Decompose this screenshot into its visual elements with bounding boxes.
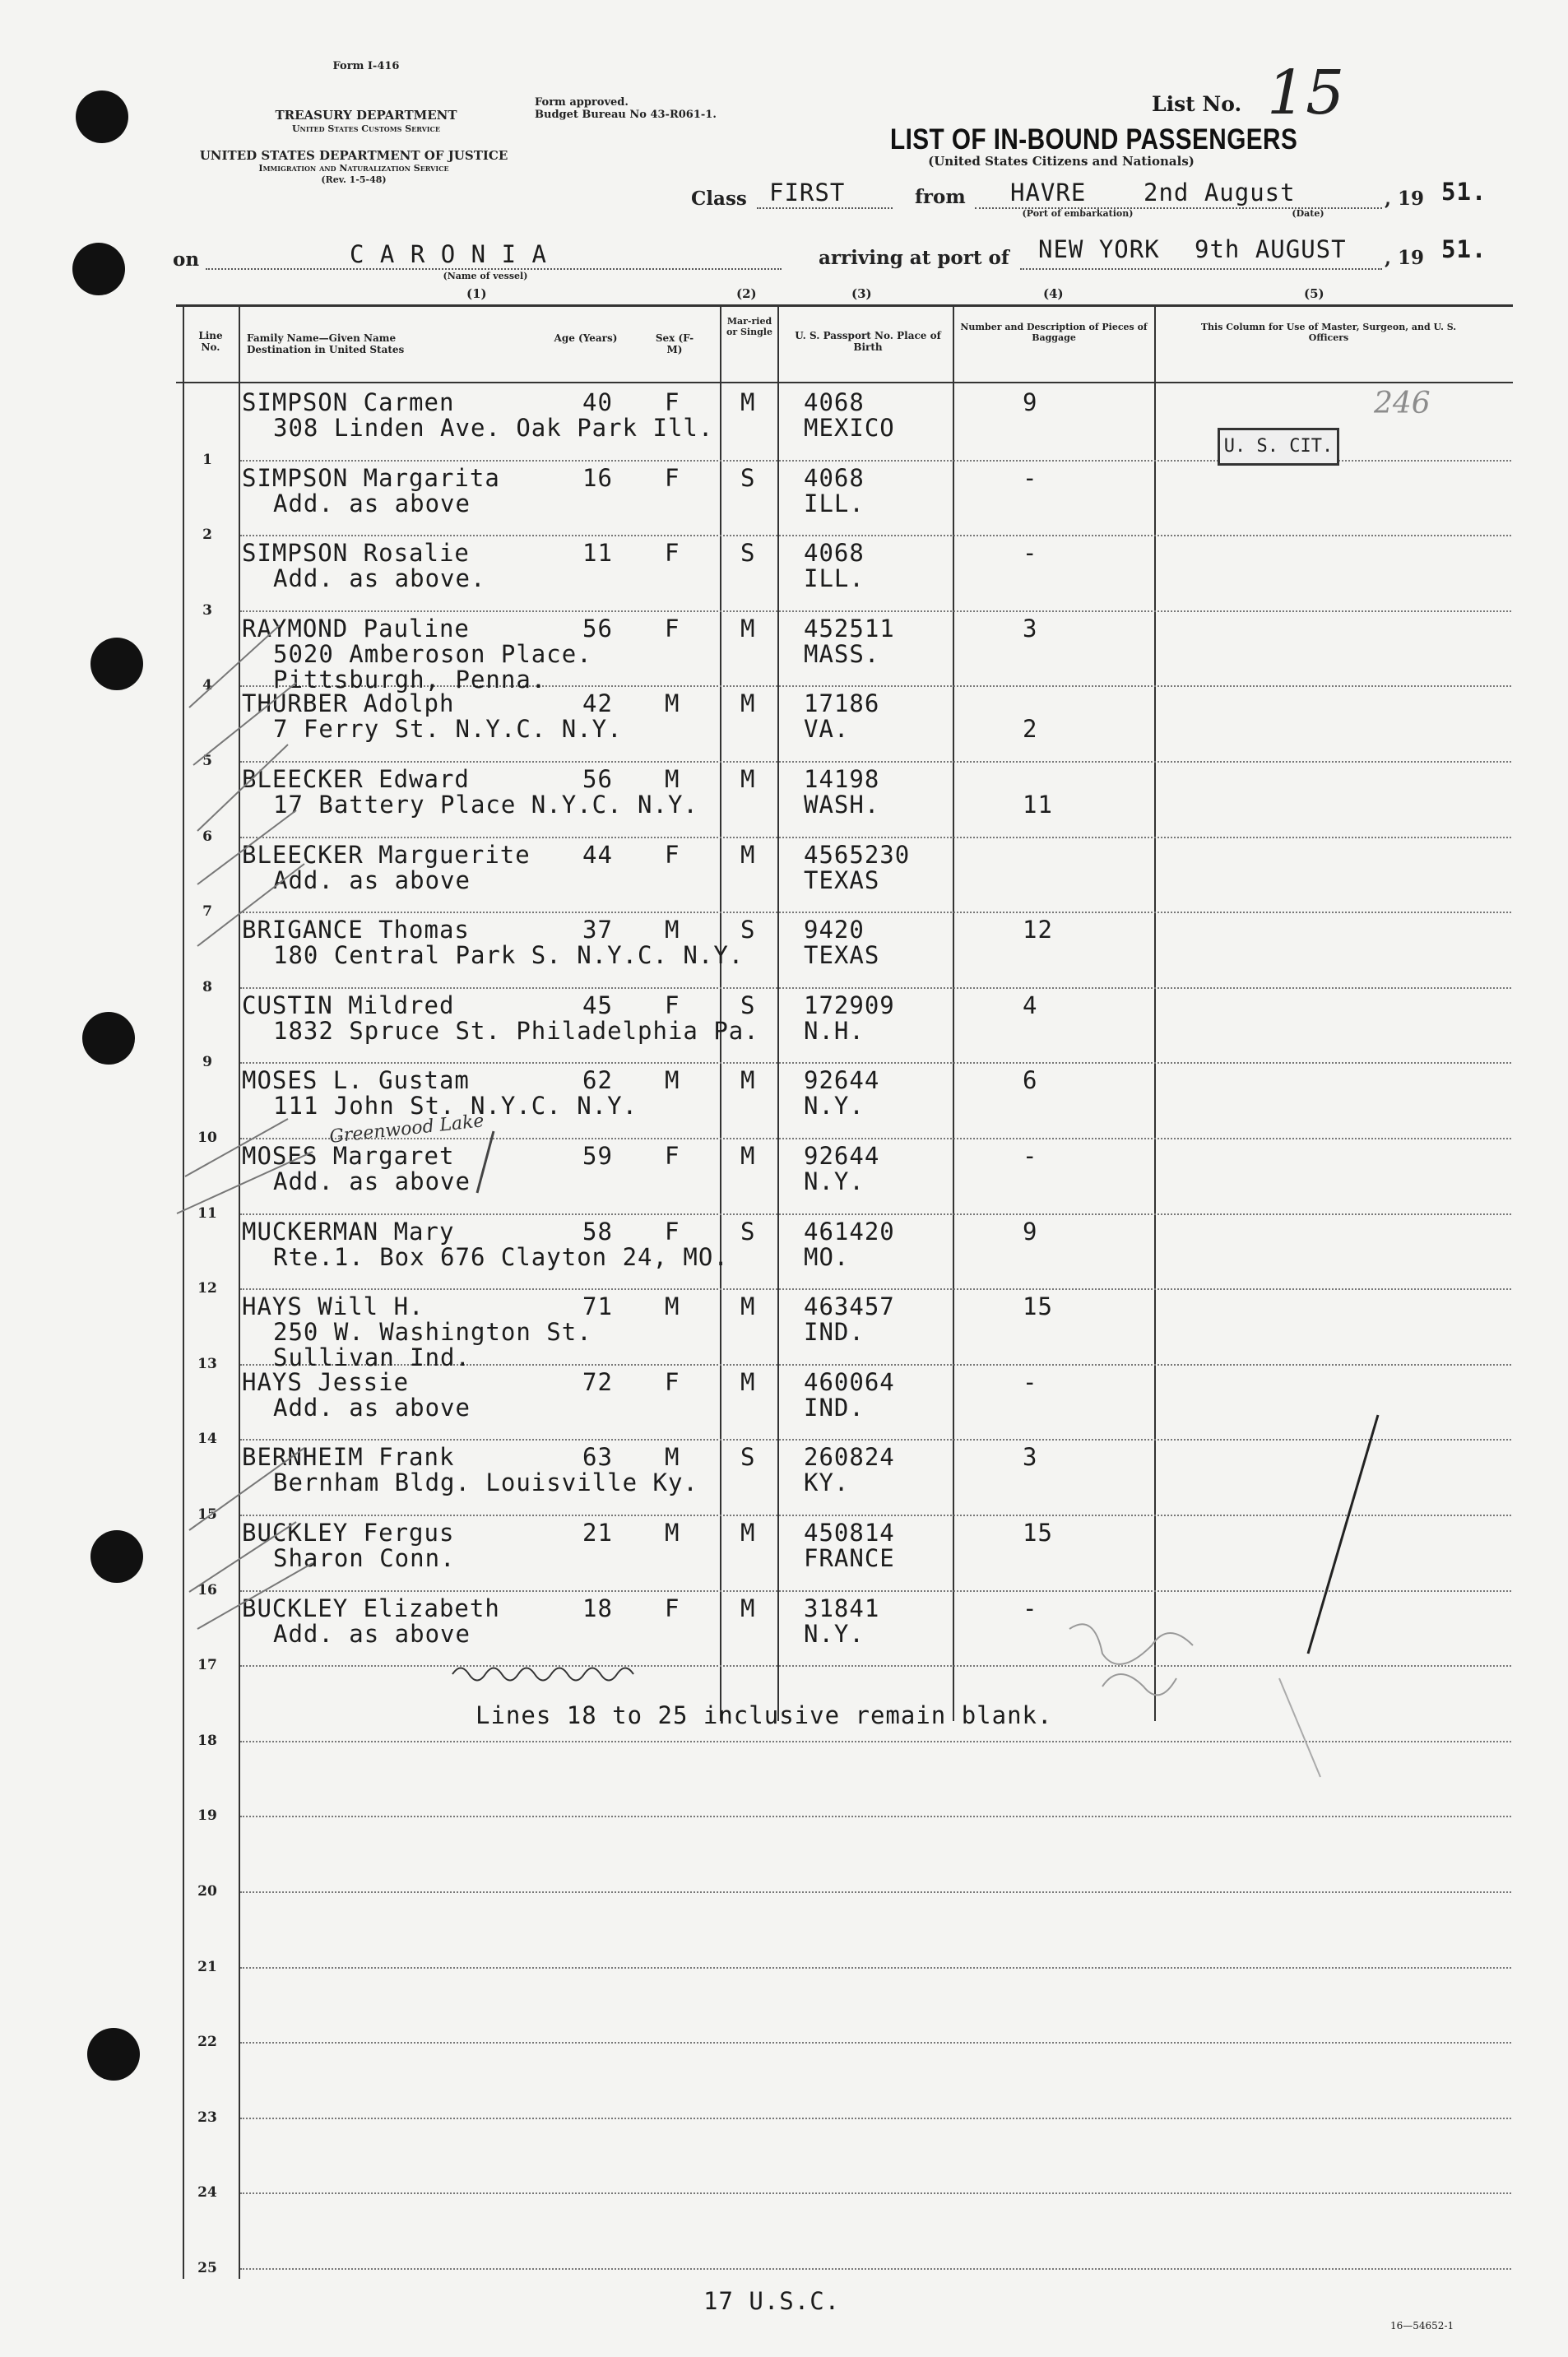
passenger-name: HAYS Will H.: [242, 1292, 424, 1321]
row-rule: [240, 1439, 1511, 1441]
header-age: Age (Years): [554, 332, 618, 344]
line-number: 14: [197, 1431, 217, 1448]
header-officers: This Column for Use of Master, Surgeon, and U. S. Officers: [1200, 322, 1457, 343]
vessel-name: C A R O N I A: [350, 240, 547, 268]
arrival-date: 9th AUGUST: [1195, 235, 1347, 263]
passenger-birthplace: IND.: [804, 1393, 865, 1422]
passenger-age: 45: [582, 991, 613, 1019]
passenger-birthplace: N.Y.: [804, 1092, 865, 1121]
passenger-name: MUCKERMAN Mary: [242, 1217, 455, 1246]
passenger-address: 250 W. Washington St.: [273, 1318, 592, 1347]
passenger-sex: M: [665, 765, 680, 793]
line-number: 25: [197, 2260, 217, 2276]
row-rule: [240, 1590, 1511, 1592]
passenger-address: Pittsburgh, Penna.: [273, 665, 547, 694]
passenger-name: SIMPSON Carmen: [242, 388, 455, 416]
line-number: 23: [197, 2109, 217, 2126]
year-value-1: 51.: [1441, 178, 1487, 206]
line-number: 11: [197, 1204, 217, 1222]
header-name: Family Name—Given Name Destination in United States: [247, 332, 405, 355]
passenger-sex: F: [665, 840, 680, 869]
row-rule: [240, 1891, 1511, 1893]
passenger-name: BRIGANCE Thomas: [242, 916, 470, 944]
passenger-age: 62: [582, 1066, 613, 1095]
passenger-sex: M: [665, 916, 680, 944]
line-number: 22: [197, 2034, 217, 2051]
passenger-sex: M: [665, 689, 680, 718]
passenger-passport-no: 14198: [804, 765, 880, 793]
passenger-address: Sullivan Ind.: [273, 1343, 471, 1372]
row-rule: [240, 1741, 1511, 1742]
line-number: 4: [202, 677, 212, 694]
col-divider-baggage: [1154, 306, 1156, 1721]
header-passport: U. S. Passport No. Place of Birth: [795, 330, 941, 353]
embarkation-port: HAVRE: [1010, 179, 1087, 206]
line-number: 16: [197, 1581, 217, 1598]
passenger-passport-no: 4068: [804, 388, 865, 416]
passenger-marital-status: M: [740, 689, 756, 718]
passenger-address: 308 Linden Ave. Oak Park Ill.: [273, 414, 714, 442]
passenger-passport-no: 260824: [804, 1443, 895, 1472]
passenger-baggage: -: [1023, 1367, 1038, 1396]
passenger-birthplace: WASH.: [804, 791, 880, 819]
blank-lines-remark: Lines 18 to 25 inclusive remain blank.: [476, 1701, 1053, 1729]
passenger-baggage: 6: [1023, 1066, 1038, 1095]
col-number-3: (3): [851, 286, 872, 301]
passenger-age: 44: [582, 840, 613, 869]
class-value: FIRST: [769, 179, 846, 206]
passenger-sex: F: [665, 1594, 680, 1622]
passenger-birthplace: TEXAS: [804, 865, 880, 894]
header-baggage: Number and Description of Pieces of Baggage: [960, 322, 1148, 343]
passenger-passport-no: 9420: [804, 916, 865, 944]
passenger-age: 63: [582, 1443, 613, 1472]
passenger-name: MOSES L. Gustam: [242, 1066, 470, 1095]
passenger-age: 56: [582, 614, 613, 643]
header-sex: Sex (F-M): [655, 332, 694, 355]
row-rule: [240, 2192, 1511, 2194]
year-value-2: 51.: [1441, 235, 1487, 263]
passenger-address: Rte.1. Box 676 Clayton 24, MO.: [273, 1242, 729, 1271]
col-divider-married: [777, 306, 779, 1721]
row-rule: [240, 1288, 1511, 1290]
row-rule: [240, 1967, 1511, 1969]
passenger-name: SIMPSON Margarita: [242, 463, 500, 492]
passenger-name: BUCKLEY Elizabeth: [242, 1594, 500, 1622]
passenger-passport-no: 461420: [804, 1217, 895, 1246]
row-rule: [240, 761, 1511, 763]
row-rule: [240, 837, 1511, 838]
passenger-birthplace: MEXICO: [804, 414, 895, 442]
line-number: 21: [197, 1958, 217, 1975]
passenger-name: MOSES Margaret: [242, 1142, 455, 1170]
passenger-birthplace: N.Y.: [804, 1619, 865, 1648]
line-number: 9: [202, 1054, 212, 1071]
passenger-age: 59: [582, 1142, 613, 1170]
row-rule: [240, 2268, 1511, 2270]
manifest-table: [176, 304, 1513, 2279]
vessel-caption: (Name of vessel): [443, 271, 528, 281]
passenger-address: Add. as above: [273, 1167, 471, 1195]
line-number: 8: [202, 978, 212, 995]
date-caption: (Date): [1292, 208, 1324, 219]
line-number: 18: [197, 1732, 217, 1749]
passenger-sex: F: [665, 1367, 680, 1396]
passenger-baggage: 9: [1023, 1217, 1038, 1246]
row-rule: [240, 1138, 1511, 1139]
passenger-age: 40: [582, 388, 613, 416]
year-prefix-1: , 19: [1385, 188, 1425, 210]
form-number: Form I-416: [332, 60, 400, 72]
passenger-age: 42: [582, 689, 613, 718]
col-number-5: (5): [1304, 286, 1324, 301]
passenger-passport-no: 452511: [804, 614, 895, 643]
passenger-marital-status: S: [740, 539, 756, 568]
class-underline: [757, 207, 893, 209]
passenger-sex: F: [665, 388, 680, 416]
passenger-passport-no: 450814: [804, 1519, 895, 1547]
treasury-department: TREASURY DEPARTMENT: [275, 108, 457, 123]
passenger-sex: F: [665, 991, 680, 1019]
passenger-name: BLEECKER Edward: [242, 765, 470, 793]
passenger-marital-status: S: [740, 1443, 756, 1472]
passenger-address: Add. as above: [273, 865, 471, 894]
passenger-passport-no: 31841: [804, 1594, 880, 1622]
row-rule: [240, 1062, 1511, 1064]
passenger-baggage: 11: [1023, 791, 1053, 819]
passenger-marital-status: M: [740, 1594, 756, 1622]
passenger-address: 7 Ferry St. N.Y.C. N.Y.: [273, 715, 623, 744]
passenger-age: 21: [582, 1519, 613, 1547]
passenger-sex: F: [665, 614, 680, 643]
passenger-marital-status: S: [740, 991, 756, 1019]
passenger-birthplace: ILL.: [804, 489, 865, 517]
passenger-marital-status: M: [740, 1142, 756, 1170]
passenger-name: BLEECKER Marguerite: [242, 840, 531, 869]
list-no-label: List No.: [1152, 92, 1242, 116]
customs-service: United States Customs Service: [291, 123, 441, 134]
line-number: 7: [202, 903, 212, 921]
page-title: LIST OF IN-BOUND PASSENGERS: [890, 123, 1298, 155]
us-citizen-stamp: U. S. CIT.: [1218, 428, 1339, 466]
passenger-address: Add. as above.: [273, 564, 486, 593]
passenger-name: THURBER Adolph: [242, 689, 455, 718]
passenger-sex: F: [665, 463, 680, 492]
arriving-label: arriving at port of: [819, 247, 1009, 269]
passenger-baggage: 3: [1023, 614, 1038, 643]
passenger-address: Add. as above: [273, 489, 471, 517]
passenger-birthplace: FRANCE: [804, 1544, 895, 1572]
passenger-age: 18: [582, 1594, 613, 1622]
binder-hole-2: [72, 243, 125, 295]
line-number: 1: [202, 451, 212, 468]
passenger-marital-status: S: [740, 916, 756, 944]
pencil-count: 246: [1374, 387, 1431, 420]
row-rule: [240, 2042, 1511, 2044]
passenger-baggage: -: [1023, 539, 1038, 568]
binder-hole-5: [90, 1530, 143, 1583]
row-rule: [240, 1665, 1511, 1667]
passenger-address: 111 John St. N.Y.C. N.Y.: [273, 1092, 638, 1121]
passenger-sex: F: [665, 1142, 680, 1170]
row-rule: [240, 2118, 1511, 2119]
col-number-2: (2): [736, 286, 757, 301]
passenger-marital-status: M: [740, 840, 756, 869]
passenger-name: CUSTIN Mildred: [242, 991, 455, 1019]
department-of-justice: UNITED STATES DEPARTMENT OF JUSTICE: [199, 148, 508, 163]
vessel-underline: [206, 268, 782, 270]
passenger-birthplace: MASS.: [804, 639, 880, 668]
passenger-baggage: 3: [1023, 1443, 1038, 1472]
passenger-birthplace: N.H.: [804, 1016, 865, 1045]
passenger-sex: M: [665, 1443, 680, 1472]
line-number: 3: [202, 601, 212, 619]
col-divider-passport: [953, 306, 954, 1721]
form-code: 16—54652-1: [1390, 2320, 1454, 2331]
line-number: 2: [202, 527, 212, 544]
arrival-underline: [1020, 268, 1382, 270]
passenger-marital-status: M: [740, 1066, 756, 1095]
passenger-address: 1832 Spruce St. Philadelphia Pa.: [273, 1016, 759, 1045]
binder-hole-3: [90, 638, 143, 690]
passenger-baggage: 4: [1023, 991, 1038, 1019]
revision-date: (Rev. 1-5-48): [321, 174, 387, 185]
passenger-sex: F: [665, 1217, 680, 1246]
passenger-age: 56: [582, 765, 613, 793]
passenger-baggage: 15: [1023, 1292, 1053, 1321]
passenger-address: Add. as above: [273, 1619, 471, 1648]
line-number: 12: [197, 1280, 217, 1297]
col-divider-line-no: [239, 306, 240, 2279]
passenger-birthplace: IND.: [804, 1318, 865, 1347]
form-approved: Form approved.: [535, 96, 629, 109]
passenger-address: Add. as above: [273, 1393, 471, 1422]
line-number: 6: [202, 828, 212, 845]
binder-hole-1: [76, 90, 128, 143]
passenger-address: 180 Central Park S. N.Y.C. N.Y.: [273, 941, 745, 970]
line-number: 17: [197, 1657, 217, 1674]
passenger-age: 16: [582, 463, 613, 492]
passenger-passport-no: 4068: [804, 539, 865, 568]
passenger-baggage: -: [1023, 1594, 1038, 1622]
passenger-baggage: 9: [1023, 388, 1038, 416]
binder-hole-6: [87, 2028, 140, 2081]
passenger-passport-no: 4068: [804, 463, 865, 492]
passenger-age: 11: [582, 539, 613, 568]
passenger-passport-no: 460064: [804, 1367, 895, 1396]
line-number: 5: [202, 753, 212, 769]
budget-bureau: Budget Bureau No 43-R061-1.: [535, 109, 717, 121]
passenger-age: 37: [582, 916, 613, 944]
passenger-birthplace: ILL.: [804, 564, 865, 593]
passenger-marital-status: M: [740, 614, 756, 643]
arrival-port: NEW YORK: [1038, 235, 1160, 263]
passenger-age: 71: [582, 1292, 613, 1321]
passenger-sex: M: [665, 1519, 680, 1547]
passenger-passport-no: 92644: [804, 1066, 880, 1095]
passenger-birthplace: TEXAS: [804, 941, 880, 970]
passenger-name: RAYMOND Pauline: [242, 614, 470, 643]
passenger-baggage: 2: [1023, 715, 1038, 744]
passenger-birthplace: MO.: [804, 1242, 850, 1271]
passenger-sex: F: [665, 539, 680, 568]
row-rule: [240, 1213, 1511, 1215]
passenger-address: 5020 Amberoson Place.: [273, 639, 592, 668]
passenger-marital-status: M: [740, 1519, 756, 1547]
row-rule: [240, 1816, 1511, 1817]
header-line-no: Line No.: [198, 330, 223, 353]
passenger-birthplace: VA.: [804, 715, 850, 744]
row-rule: [240, 912, 1511, 913]
list-number: 15: [1267, 58, 1345, 128]
passenger-passport-no: 4565230: [804, 840, 911, 869]
passenger-age: 58: [582, 1217, 613, 1246]
passenger-name: SIMPSON Rosalie: [242, 539, 470, 568]
passenger-passport-no: 463457: [804, 1292, 895, 1321]
passenger-baggage: 15: [1023, 1519, 1053, 1547]
header-married: Mar-ried or Single: [726, 316, 772, 337]
on-label: on: [173, 248, 200, 271]
page-subtitle: (United States Citizens and Nationals): [928, 154, 1195, 169]
passenger-marital-status: M: [740, 1292, 756, 1321]
handwritten-note: Greenwood Lake: [328, 1111, 485, 1148]
passenger-name: HAYS Jessie: [242, 1367, 410, 1396]
col-divider-sex: [720, 306, 721, 1721]
passenger-birthplace: KY.: [804, 1468, 850, 1497]
passenger-marital-status: M: [740, 765, 756, 793]
row-rule: [240, 535, 1511, 536]
passenger-sex: M: [665, 1066, 680, 1095]
passenger-address: Sharon Conn.: [273, 1544, 456, 1572]
passenger-baggage: 12: [1023, 916, 1053, 944]
table-left-border: [183, 306, 184, 2279]
immigration-service: Immigration and Naturalization Service: [258, 163, 449, 174]
passenger-baggage: -: [1023, 463, 1038, 492]
passenger-passport-no: 17186: [804, 689, 880, 718]
embarkation-date: 2nd August: [1144, 179, 1296, 206]
passenger-name: BERNHEIM Frank: [242, 1443, 455, 1472]
col-number-4: (4): [1043, 286, 1064, 301]
line-number: 15: [197, 1506, 217, 1523]
footer-code: 17 U.S.C.: [703, 2287, 841, 2315]
line-number: 19: [197, 1807, 217, 1825]
passenger-marital-status: M: [740, 388, 756, 416]
passenger-marital-status: S: [740, 463, 756, 492]
passenger-marital-status: S: [740, 1217, 756, 1246]
passenger-age: 72: [582, 1367, 613, 1396]
binder-hole-4: [82, 1012, 135, 1065]
line-number: 10: [197, 1130, 217, 1146]
passenger-baggage: -: [1023, 1142, 1038, 1170]
class-label: Class: [691, 188, 747, 210]
line-number: 20: [197, 1883, 217, 1900]
passenger-passport-no: 172909: [804, 991, 895, 1019]
passenger-birthplace: N.Y.: [804, 1167, 865, 1195]
passenger-marital-status: M: [740, 1367, 756, 1396]
passenger-name: BUCKLEY Fergus: [242, 1519, 455, 1547]
passenger-address: Bernham Bldg. Louisville Ky.: [273, 1468, 698, 1497]
row-rule: [240, 610, 1511, 612]
passenger-sex: M: [665, 1292, 680, 1321]
row-rule: [240, 987, 1511, 989]
row-rule: [240, 1515, 1511, 1516]
port-caption: (Port of embarkation): [1022, 208, 1134, 219]
year-prefix-2: , 19: [1385, 247, 1425, 269]
passenger-address: 17 Battery Place N.Y.C. N.Y.: [273, 791, 698, 819]
line-number: 13: [197, 1355, 217, 1372]
from-label: from: [915, 186, 966, 208]
line-number: 24: [197, 2184, 217, 2202]
col-number-1: (1): [466, 286, 487, 301]
passenger-passport-no: 92644: [804, 1142, 880, 1170]
